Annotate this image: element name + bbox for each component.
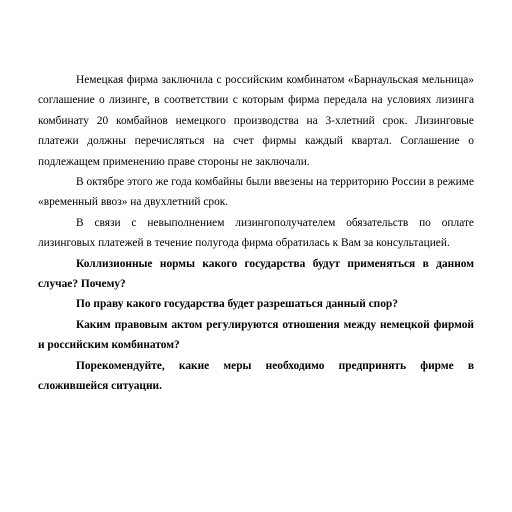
document-body: [38, 70, 474, 397]
question-governing-law: По праву какого государства будет разрешаться данный спор?: [76, 298, 398, 311]
paragraph-nonpayment: В связи с невыполнением лизингополучателем обязательств по оплате лизинговых платежей в течение полугода фирма обратилась к Вам за консультацией.: [38, 216, 474, 250]
paragraph-temporary-import: В октябре этого же года комбайны были ввезены на территорию России в режиме «временный ввоз» на двухлетний срок.: [38, 176, 474, 209]
paragraph-lease-agreement: Немецкая фирма заключила с российским комбинатом «Барнаульская мельница» соглашение о лизинге, в соответствии с которым фирма передала на условиях лизинга комбинату 20 комбайнов немецкого производства на 3-хлетний срок. Лизинговые платежи должны перечисляться на счет фирмы каждый квартал. Соглашение о подлежащем применению праве стороны не заключали.: [38, 74, 474, 168]
question-legal-act: Каким правовым актом регулируются отношения между немецкой фирмой и российским комбинатом?: [38, 318, 474, 352]
question-conflict-rules: Коллизионные нормы какого государства будут применяться в данном случае? Почему?: [38, 257, 474, 291]
question-recommendations: Порекомендуйте, какие меры необходимо предпринять фирме в сложившейся ситуации.: [38, 359, 474, 393]
